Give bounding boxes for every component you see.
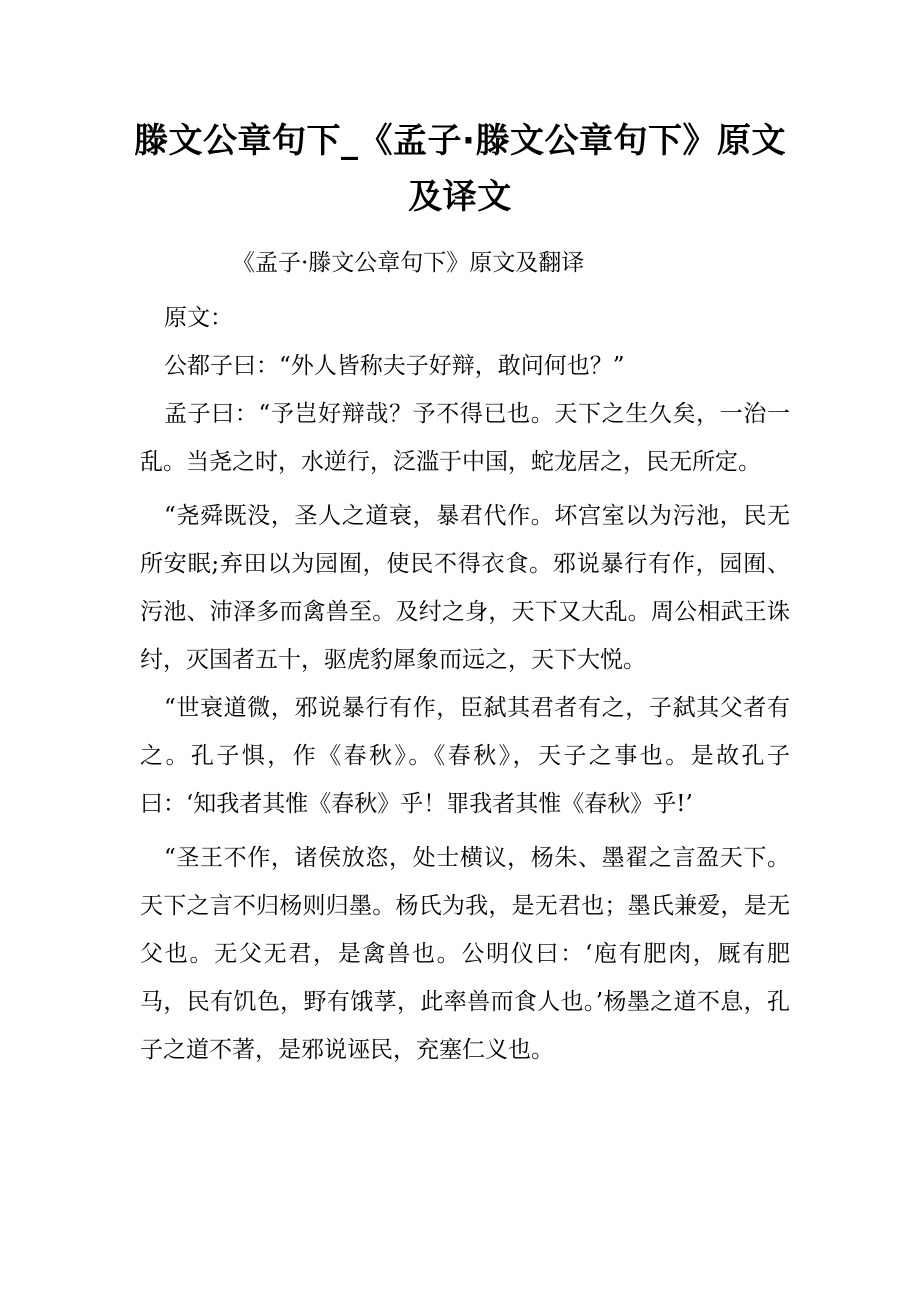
- paragraph-spring-autumn: “世衰道微，邪说暴行有作，臣弑其君者有之，子弑其父者有之。孔子惧，作《春秋》。《春秋》，天子之事也。是故孔子曰：‘知我者其惟《春秋》乎！罪我者其惟《春秋》乎!’: [140, 695, 790, 817]
- paragraph-yao-shun: “尧舜既没，圣人之道衰，暴君代作。坏宫室以为污池，民无所安眠;弃田以为园囿，使民不得衣食。邪说暴行有作，园囿、污池、沛泽多而禽兽至。及纣之身，天下又大乱。周公相武王诛纣，灭国者五十，驱虎豹犀象而远之，天下大悦。: [140, 503, 790, 673]
- document-title: 滕文公章句下_《孟子·滕文公章句下》原文及译文: [134, 121, 786, 217]
- paragraph-gongduzi-question: 公都子曰：“外人皆称夫子好辩，敢问何也？”: [164, 353, 625, 379]
- paragraph-original-heading: 原文：: [164, 305, 233, 331]
- paragraph-yang-mo: “圣王不作，诸侯放恣，处士横议，杨朱、墨翟之言盈天下。天下之言不归杨则归墨。杨氏为我，是无君也；墨氏兼爱，是无父也。无父无君，是禽兽也。公明仪曰：‘庖有肥肉，厩有肥马，民有饥色，野有饿莩，此率兽而食人也。’杨墨之道不息，孔子之道不著，是邪说诬民，充塞仁义也。: [140, 845, 790, 1063]
- document-body: [140, 294, 790, 1074]
- document-subtitle: 《孟子·滕文公章句下》原文及翻译: [232, 250, 585, 276]
- paragraph-mencius-reply: 孟子曰：“予岂好辩哉？予不得已也。天下之生久矣，一治一乱。当尧之时，水逆行，泛滥于中国，蛇龙居之，民无所定。: [140, 401, 790, 475]
